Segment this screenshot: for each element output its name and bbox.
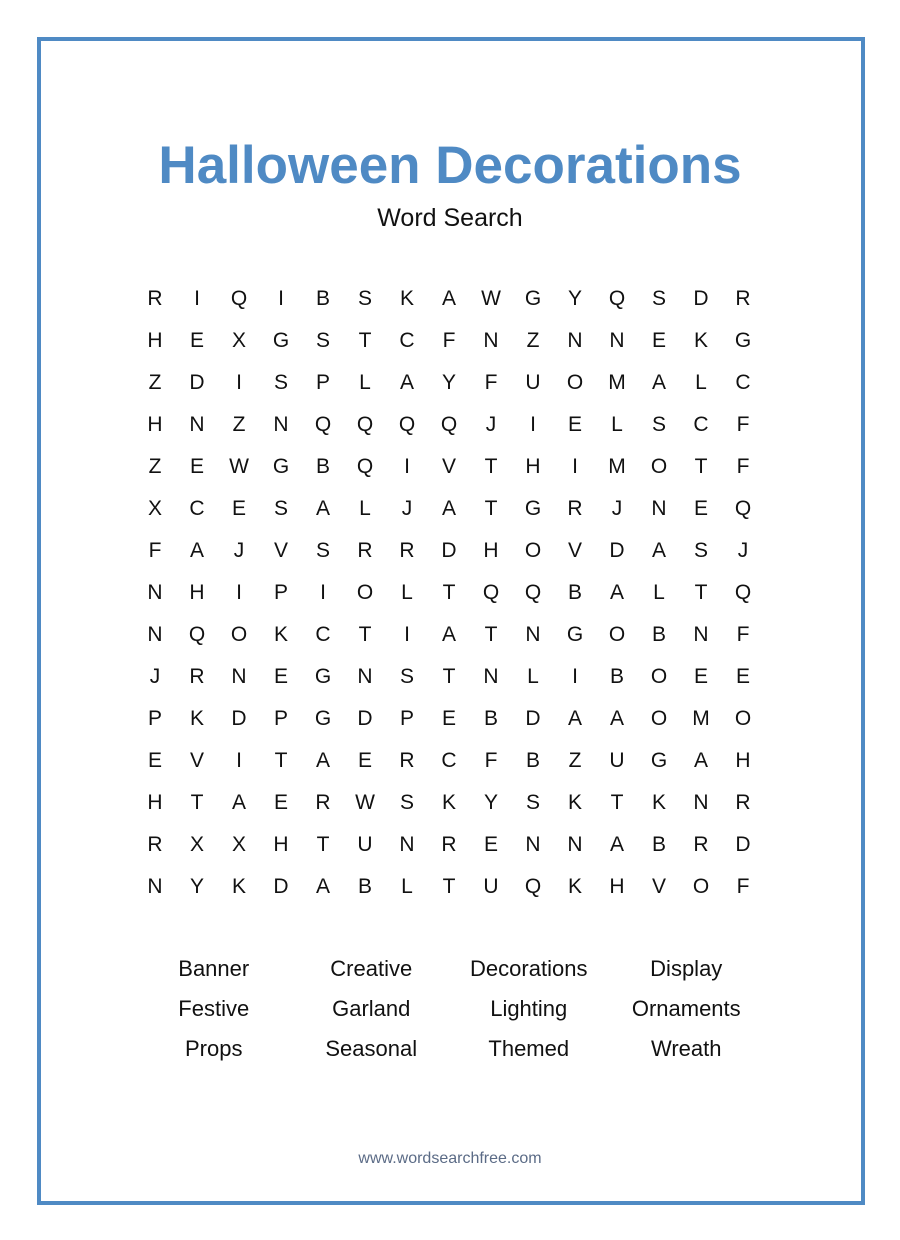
grid-cell[interactable]: R [735,791,751,814]
grid-cell[interactable]: D [189,371,205,394]
grid-cell[interactable]: F [736,455,750,478]
grid-cell[interactable]: E [567,413,582,436]
grid-cell[interactable]: G [524,287,542,310]
grid-cell[interactable]: N [693,623,709,646]
page-title: Halloween Decorations [158,136,742,195]
grid-cell[interactable]: H [483,539,499,562]
word-list-item: Seasonal [325,1036,418,1061]
grid-cell[interactable]: A [567,707,582,730]
grid-cell[interactable]: T [442,665,456,688]
grid-cell[interactable]: L [695,371,707,394]
grid-cell[interactable]: C [693,413,709,436]
word-list [135,949,765,1069]
grid-cell[interactable]: A [441,623,456,646]
grid-cell[interactable]: O [524,539,542,562]
grid-cell[interactable]: N [147,875,163,898]
grid-cell[interactable]: N [483,329,499,352]
grid-cell[interactable]: D [273,875,289,898]
grid-cell[interactable]: E [441,707,456,730]
grid-cell[interactable]: T [442,581,456,604]
grid-cell[interactable]: N [651,497,667,520]
grid-cell[interactable]: E [189,455,204,478]
grid-cell[interactable]: T [190,791,204,814]
grid-cell[interactable]: T [316,833,330,856]
grid-row [134,824,764,866]
grid-cell[interactable]: L [611,413,623,436]
grid-cell[interactable]: Q [734,581,752,604]
grid-cell[interactable]: D [693,287,709,310]
grid-cell[interactable]: B [651,623,666,646]
grid-cell[interactable]: I [320,581,326,604]
grid-cell[interactable]: B [567,581,582,604]
grid-cell[interactable]: H [525,455,541,478]
grid-cell[interactable]: A [651,371,666,394]
grid-cell[interactable]: H [609,875,625,898]
grid-cell[interactable]: W [355,791,375,814]
letter-grid [134,278,764,908]
grid-cell[interactable]: E [189,329,204,352]
grid-cell[interactable]: K [399,287,414,310]
grid-cell[interactable]: G [734,329,752,352]
grid-cell[interactable]: I [236,581,242,604]
grid-cell[interactable]: N [273,413,289,436]
grid-cell[interactable]: F [736,875,750,898]
grid-cell[interactable]: S [357,287,372,310]
grid-cell[interactable]: I [404,455,410,478]
grid-cell[interactable]: T [484,623,498,646]
footer-url[interactable]: www.wordsearchfree.com [358,1150,542,1167]
word-list-item: Banner [178,956,250,981]
word-list-item: Creative [330,956,413,981]
grid-cell[interactable]: F [484,749,498,772]
grid-row [134,320,764,362]
grid-cell[interactable]: F [484,371,498,394]
grid-cell[interactable]: R [189,665,205,688]
grid-cell[interactable]: N [189,413,205,436]
grid-cell[interactable]: Q [188,623,206,646]
grid-row [134,278,764,320]
grid-cell[interactable]: F [736,623,750,646]
grid-cell[interactable]: J [737,539,749,562]
grid-cell[interactable]: S [651,287,666,310]
grid-cell[interactable]: D [735,833,751,856]
grid-cell[interactable]: T [694,455,708,478]
grid-cell[interactable]: W [229,455,249,478]
grid-cell[interactable]: P [273,707,288,730]
grid-cell[interactable]: Z [568,749,582,772]
grid-cell[interactable]: J [485,413,497,436]
grid-cell[interactable]: Y [441,371,456,394]
grid-cell[interactable]: V [651,875,666,898]
grid-cell[interactable]: T [358,623,372,646]
grid-row [134,404,764,446]
grid-cell[interactable]: T [484,455,498,478]
grid-cell[interactable]: C [399,329,415,352]
grid-cell[interactable]: W [481,287,501,310]
grid-cell[interactable]: R [147,833,163,856]
grid-cell[interactable]: T [442,875,456,898]
grid-row [134,782,764,824]
grid-cell[interactable]: Q [734,497,752,520]
grid-cell[interactable]: H [147,329,163,352]
word-list-item: Props [185,1036,243,1061]
grid-cell[interactable]: R [399,749,415,772]
grid-cell[interactable]: R [735,287,751,310]
grid-cell[interactable]: I [572,665,578,688]
grid-cell[interactable]: Q [230,287,248,310]
grid-cell[interactable]: L [653,581,665,604]
grid-cell[interactable]: E [231,497,246,520]
grid-cell[interactable]: Z [526,329,540,352]
grid-cell[interactable]: N [357,665,373,688]
grid-cell[interactable]: N [231,665,247,688]
grid-cell[interactable]: A [609,581,624,604]
grid-cell[interactable]: S [399,665,414,688]
grid-cell[interactable]: V [567,539,582,562]
grid-cell[interactable]: H [147,791,163,814]
grid-cell[interactable]: B [483,707,498,730]
grid-cell[interactable]: N [147,581,163,604]
word-list-row [135,949,765,989]
grid-cell[interactable]: D [231,707,247,730]
grid-cell[interactable]: A [651,539,666,562]
grid-cell[interactable]: Q [524,875,542,898]
grid-cell[interactable]: N [483,665,499,688]
grid-row [134,698,764,740]
grid-row [134,530,764,572]
grid-cell[interactable]: F [148,539,162,562]
grid-cell[interactable]: Q [524,581,542,604]
grid-cell[interactable]: G [272,329,290,352]
grid-cell[interactable]: G [314,665,332,688]
word-list-item: Wreath [650,1036,722,1061]
grid-cell[interactable]: A [399,371,414,394]
grid-cell[interactable]: R [693,833,709,856]
grid-cell[interactable]: I [530,413,536,436]
grid-cell[interactable]: K [693,329,708,352]
grid-cell[interactable]: F [736,413,750,436]
grid-cell[interactable]: E [693,665,708,688]
grid-cell[interactable]: Z [148,455,162,478]
grid-cell[interactable]: A [609,707,624,730]
grid-cell[interactable]: E [651,329,666,352]
word-list-row [135,989,765,1029]
grid-cell[interactable]: N [525,833,541,856]
grid-cell[interactable]: X [147,497,162,520]
grid-cell[interactable]: K [231,875,246,898]
grid-cell[interactable]: O [692,875,710,898]
grid-cell[interactable]: A [315,749,330,772]
grid-cell[interactable]: P [315,371,330,394]
grid-cell[interactable]: H [189,581,205,604]
grid-cell[interactable]: L [359,371,371,394]
grid-cell[interactable]: E [273,791,288,814]
grid-cell[interactable]: T [694,581,708,604]
grid-cell[interactable]: E [357,749,372,772]
grid-cell[interactable]: I [194,287,200,310]
grid-cell[interactable]: U [357,833,373,856]
grid-cell[interactable]: Q [356,455,374,478]
grid-cell[interactable]: O [650,665,668,688]
grid-cell[interactable]: O [650,707,668,730]
grid-cell[interactable]: E [735,665,750,688]
grid-cell[interactable]: H [273,833,289,856]
grid-cell[interactable]: M [692,707,710,730]
grid-cell[interactable]: Z [148,371,162,394]
grid-cell[interactable]: R [441,833,457,856]
grid-cell[interactable]: S [273,371,288,394]
grid-cell[interactable]: J [149,665,161,688]
word-list-item: Festive [178,996,250,1021]
grid-cell[interactable]: A [189,539,204,562]
grid-cell[interactable]: K [567,875,582,898]
page-subtitle: Word Search [377,204,523,232]
grid-cell[interactable]: K [441,791,456,814]
word-list-item: Garland [332,996,411,1021]
grid-cell[interactable]: H [147,413,163,436]
grid-cell[interactable]: G [524,497,542,520]
grid-row [134,866,764,908]
grid-cell[interactable]: N [525,623,541,646]
grid-cell[interactable]: O [734,707,752,730]
grid-cell[interactable]: A [441,497,456,520]
grid-cell[interactable]: R [357,539,373,562]
grid-cell[interactable]: A [693,749,708,772]
grid-cell[interactable]: A [315,497,330,520]
grid-cell[interactable]: U [525,371,541,394]
grid-cell[interactable]: O [608,623,626,646]
grid-cell[interactable]: S [273,497,288,520]
grid-cell[interactable]: A [609,833,624,856]
grid-cell[interactable]: V [189,749,204,772]
grid-cell[interactable]: N [567,833,583,856]
grid-row [134,572,764,614]
grid-cell[interactable]: B [315,455,330,478]
grid-cell[interactable]: P [147,707,162,730]
grid-cell[interactable]: X [231,329,246,352]
grid-cell[interactable]: K [567,791,582,814]
grid-cell[interactable]: S [315,329,330,352]
grid-row [134,614,764,656]
grid-cell[interactable]: N [399,833,415,856]
grid-cell[interactable]: S [315,539,330,562]
grid-cell[interactable]: T [274,749,288,772]
grid-cell[interactable]: Q [482,581,500,604]
grid-cell[interactable]: X [189,833,204,856]
grid-cell[interactable]: D [441,539,457,562]
grid-cell[interactable]: E [693,497,708,520]
grid-row [134,740,764,782]
grid-cell[interactable]: G [650,749,668,772]
grid-cell[interactable]: U [609,749,625,772]
grid-cell[interactable]: Q [356,413,374,436]
grid-cell[interactable]: N [693,791,709,814]
grid-row [134,446,764,488]
grid-cell[interactable]: L [401,581,413,604]
grid-cell[interactable]: O [566,371,584,394]
grid-cell[interactable]: N [147,623,163,646]
grid-cell[interactable]: G [314,707,332,730]
grid-cell[interactable]: U [483,875,499,898]
grid-cell[interactable]: M [608,455,626,478]
grid-cell[interactable]: E [273,665,288,688]
grid-cell[interactable]: P [273,581,288,604]
grid-cell[interactable]: L [527,665,539,688]
grid-cell[interactable]: N [609,329,625,352]
grid-cell[interactable]: V [441,455,456,478]
grid-cell[interactable]: S [399,791,414,814]
grid-row [134,656,764,698]
grid-cell[interactable]: B [315,287,330,310]
grid-cell[interactable]: S [525,791,540,814]
grid-cell[interactable]: C [315,623,331,646]
grid-cell[interactable]: J [233,539,245,562]
grid-cell[interactable]: C [441,749,457,772]
grid-cell[interactable]: A [441,287,456,310]
grid-cell[interactable]: Y [483,791,498,814]
grid-cell[interactable]: C [189,497,205,520]
grid-cell[interactable]: K [651,791,666,814]
grid-cell[interactable]: O [356,581,374,604]
grid-cell[interactable]: K [273,623,288,646]
grid-cell[interactable]: M [608,371,626,394]
grid-cell[interactable]: F [442,329,456,352]
grid-cell[interactable]: I [236,749,242,772]
grid-row [134,362,764,404]
grid-cell[interactable]: P [399,707,414,730]
grid-cell[interactable]: J [401,497,413,520]
grid-cell[interactable]: S [651,413,666,436]
grid-cell[interactable]: D [525,707,541,730]
grid-cell[interactable]: D [609,539,625,562]
grid-cell[interactable]: S [693,539,708,562]
grid-cell[interactable]: A [315,875,330,898]
grid-cell[interactable]: I [236,371,242,394]
grid-cell[interactable]: R [147,287,163,310]
grid-cell[interactable]: Q [608,287,626,310]
grid-cell[interactable]: R [399,539,415,562]
grid-cell[interactable]: B [357,875,372,898]
word-list-item: Ornaments [631,996,741,1021]
grid-cell[interactable]: C [735,371,751,394]
grid-cell[interactable]: T [610,791,624,814]
grid-cell[interactable]: A [231,791,246,814]
grid-cell[interactable]: R [315,791,331,814]
grid-cell[interactable]: G [566,623,584,646]
grid-cell[interactable]: Y [189,875,204,898]
grid-cell[interactable]: G [272,455,290,478]
grid-cell[interactable]: Q [314,413,332,436]
grid-cell[interactable]: L [401,875,413,898]
grid-cell[interactable]: L [359,497,371,520]
grid-cell[interactable]: Q [398,413,416,436]
grid-cell[interactable]: B [651,833,666,856]
grid-cell[interactable]: Q [440,413,458,436]
grid-cell[interactable]: E [483,833,498,856]
grid-cell[interactable]: B [525,749,540,772]
grid-cell[interactable]: O [230,623,248,646]
grid-cell[interactable]: R [567,497,583,520]
grid-cell[interactable]: I [404,623,410,646]
grid-cell[interactable]: X [231,833,246,856]
word-list-item: Lighting [490,996,568,1021]
word-list-item: Display [650,956,723,981]
word-list-item: Decorations [470,956,588,981]
grid-cell[interactable]: T [358,329,372,352]
grid-cell[interactable]: O [650,455,668,478]
grid-cell[interactable]: Y [567,287,582,310]
grid-cell[interactable]: H [735,749,751,772]
grid-cell[interactable]: T [484,497,498,520]
grid-cell[interactable]: N [567,329,583,352]
grid-cell[interactable]: J [611,497,623,520]
grid-cell[interactable]: Z [232,413,246,436]
word-list-item: Themed [488,1036,570,1061]
grid-row [134,488,764,530]
grid-cell[interactable]: E [147,749,162,772]
grid-cell[interactable]: V [273,539,288,562]
grid-cell[interactable]: K [189,707,204,730]
word-list-row [135,1029,765,1069]
grid-cell[interactable]: B [609,665,624,688]
grid-cell[interactable]: D [357,707,373,730]
grid-cell[interactable]: I [278,287,284,310]
grid-cell[interactable]: I [572,455,578,478]
